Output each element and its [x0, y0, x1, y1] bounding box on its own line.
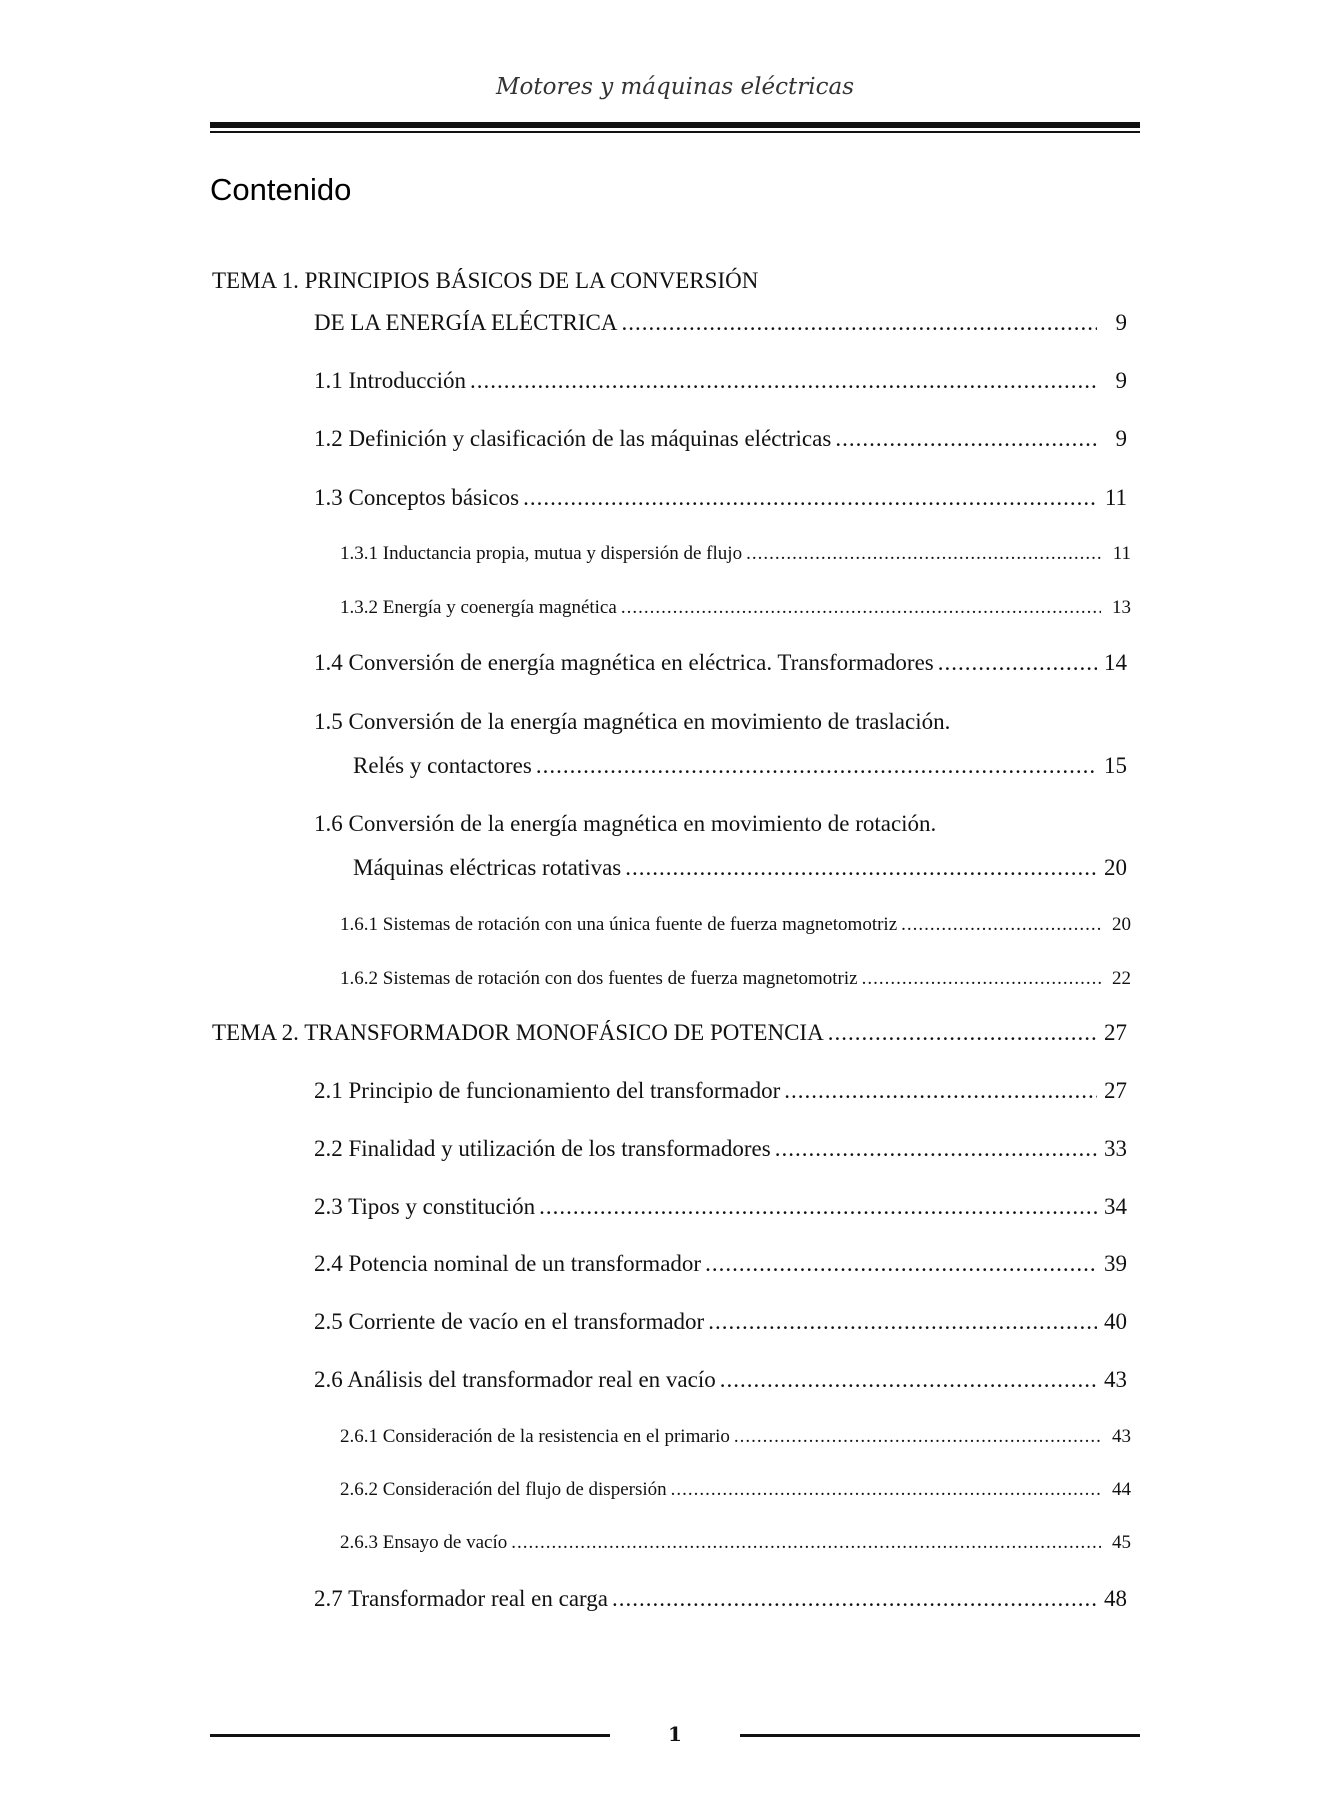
toc-leader [671, 1479, 1101, 1501]
toc-page-number: 45 [1112, 1532, 1131, 1553]
toc-entry-tema1[interactable] [314, 310, 1127, 336]
toc-page-number: 9 [1115, 368, 1127, 393]
toc-leader [536, 753, 1097, 779]
toc-page-number: 20 [1104, 855, 1127, 880]
page-number: 1 [668, 1722, 682, 1746]
toc-page-number: 44 [1112, 1479, 1131, 1500]
toc-entry-label: 1.6.2 Sistemas de rotación con dos fuentes de fuerza magnetomotriz [340, 968, 858, 989]
toc-page-number: 15 [1104, 753, 1127, 778]
toc-leader [746, 543, 1101, 565]
toc-entry-label: DE LA ENERGÍA ELÉCTRICA [314, 310, 618, 335]
toc-leader [705, 1251, 1097, 1277]
toc-entry-2-3[interactable] [314, 1194, 1127, 1220]
toc-entry-2-5[interactable] [314, 1309, 1127, 1335]
toc-page-number: 9 [1115, 426, 1127, 451]
toc-entry-2-6-2[interactable] [340, 1479, 1131, 1501]
toc-leader [621, 310, 1097, 336]
toc-leader [720, 1367, 1097, 1393]
toc-entry-label: 1.3 Conceptos básicos [314, 485, 520, 510]
toc-leader [901, 914, 1101, 936]
toc-entry-1-5-line1[interactable]: 1.5 Conversión de la energía magnética en movimiento de traslación. [314, 709, 951, 734]
toc-entry-2-1[interactable] [314, 1078, 1127, 1104]
toc-page-number: 43 [1112, 1426, 1131, 1447]
toc-entry-label: 2.5 Corriente de vacío en el transformador [314, 1309, 705, 1334]
toc-page-number: 14 [1104, 650, 1127, 675]
toc-page-number: 34 [1104, 1194, 1127, 1219]
toc-entry-1-3-1[interactable] [340, 543, 1131, 565]
toc-leader [828, 1020, 1097, 1046]
toc-leader [734, 1426, 1101, 1448]
toc-entry-1-3-2[interactable] [340, 597, 1131, 619]
toc-entry-2-6-1[interactable] [340, 1426, 1131, 1448]
toc-page-number: 11 [1104, 485, 1127, 510]
toc-tema1-line1[interactable]: TEMA 1. PRINCIPIOS BÁSICOS DE LA CONVERSIÓN [212, 268, 759, 293]
toc-leader [470, 368, 1097, 394]
toc-entry-1-4[interactable] [314, 650, 1127, 676]
toc-entry-2-6-3[interactable] [340, 1532, 1131, 1554]
toc-entry-1-6[interactable] [353, 855, 1127, 881]
footer-rule-right [740, 1734, 1140, 1737]
toc-entry-label: 2.7 Transformador real en carga [314, 1586, 609, 1611]
toc-leader [523, 485, 1097, 511]
toc-entry-2-7[interactable] [314, 1586, 1127, 1612]
toc-entry-label: 1.3.1 Inductancia propia, mutua y dispersión de flujo [340, 543, 743, 564]
toc-entry-label: 2.1 Principio de funcionamiento del transformador [314, 1078, 781, 1103]
toc-entry-1-6-line1[interactable]: 1.6 Conversión de la energía magnética en movimiento de rotación. [314, 811, 937, 836]
toc-entry-label: 1.4 Conversión de energía magnética en eléctrica. Transformadores [314, 650, 934, 675]
toc-page-number: 11 [1112, 543, 1131, 564]
toc-page-number: 39 [1104, 1251, 1127, 1276]
toc-page-number: 40 [1104, 1309, 1127, 1334]
toc-page-number: 20 [1112, 914, 1131, 935]
toc-entry-1-2[interactable] [314, 426, 1127, 452]
toc-entry-label: Relés y contactores [353, 753, 532, 778]
toc-entry-2-6[interactable] [314, 1367, 1127, 1393]
toc-page-number: 27 [1104, 1020, 1127, 1045]
toc-leader [625, 855, 1097, 881]
toc-entry-1-3[interactable] [314, 485, 1127, 511]
toc-page-number: 48 [1104, 1586, 1127, 1611]
toc-leader [775, 1136, 1097, 1162]
toc-entry-1-6-2[interactable] [340, 968, 1131, 990]
toc-page-number: 13 [1112, 597, 1131, 618]
toc-entry-2-4[interactable] [314, 1251, 1127, 1277]
toc-page-number: 22 [1112, 968, 1131, 989]
toc-entry-tema2[interactable] [212, 1020, 1127, 1046]
toc-entry-1-5[interactable] [353, 753, 1127, 779]
toc-leader [621, 597, 1101, 619]
header-rule-thick [210, 122, 1140, 128]
toc-page-number: 27 [1104, 1078, 1127, 1103]
toc-entry-label: Máquinas eléctricas rotativas [353, 855, 622, 880]
toc-entry-label: 1.2 Definición y clasificación de las máquinas eléctricas [314, 426, 832, 451]
toc-leader [862, 968, 1101, 990]
footer-rule-left [210, 1734, 610, 1737]
toc-page-number: 43 [1104, 1367, 1127, 1392]
toc-leader [938, 650, 1097, 676]
toc-entry-label: 2.6.1 Consideración de la resistencia en el primario [340, 1426, 730, 1447]
toc-page-number: 33 [1104, 1136, 1127, 1161]
toc-leader [784, 1078, 1097, 1104]
header-rule-thin [210, 131, 1140, 133]
toc-leader [835, 426, 1097, 452]
toc-leader [511, 1532, 1101, 1554]
toc-entry-1-1[interactable] [314, 368, 1127, 394]
toc-entry-label: 2.3 Tipos y constitución [314, 1194, 536, 1219]
toc-leader [708, 1309, 1097, 1335]
toc-leader [612, 1586, 1097, 1612]
toc-entry-label: 2.6.3 Ensayo de vacío [340, 1532, 508, 1553]
toc-entry-label: 1.1 Introducción [314, 368, 467, 393]
toc-entry-label: 2.6.2 Consideración del flujo de dispersión [340, 1479, 667, 1500]
toc-heading: Contenido [210, 172, 352, 207]
toc-entry-label: 2.6 Análisis del transformador real en vacío [314, 1367, 716, 1392]
toc-leader [539, 1194, 1097, 1220]
toc-entry-label: 1.6.1 Sistemas de rotación con una única fuente de fuerza magnetomotriz [340, 914, 898, 935]
running-header-title: Motores y máquinas eléctricas [495, 74, 855, 100]
toc-entry-label: 2.2 Finalidad y utilización de los transformadores [314, 1136, 771, 1161]
toc-entry-1-6-1[interactable] [340, 914, 1131, 936]
toc-entry-label: 1.3.2 Energía y coenergía magnética [340, 597, 617, 618]
toc-entry-2-2[interactable] [314, 1136, 1127, 1162]
toc-page-number: 9 [1115, 310, 1127, 335]
toc-entry-label: TEMA 2. TRANSFORMADOR MONOFÁSICO DE POTENCIA [212, 1020, 824, 1045]
toc-entry-label: 2.4 Potencia nominal de un transformador [314, 1251, 702, 1276]
